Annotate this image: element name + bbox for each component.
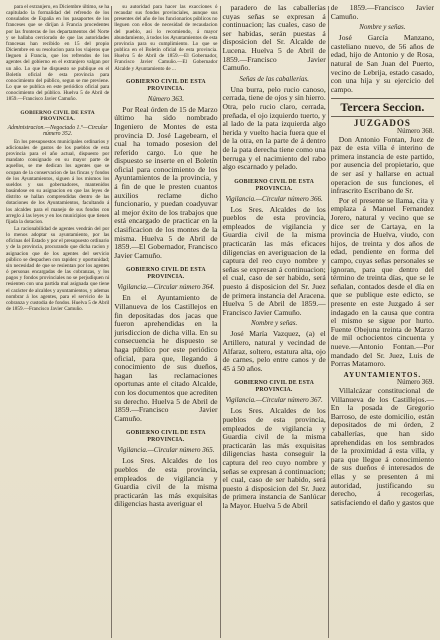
section-heading: GOBIERNO CIVIL DE ESTA PROVINCIA. xyxy=(125,78,206,92)
column-4 xyxy=(329,4,436,640)
circular-number: Administracion.—Negociado 1.º—Circular número 352. xyxy=(7,124,108,137)
article-text: La racionabilidad de agentes vendrán del por lo menos adoptar su ayuntamiento, por las oficinas del Estado y por el presupuesto ordinario y de la provincia, procurando que dicha racion y asignacion que de los agentes del servicio público se despachen con rapidez y oportunidad; sin necesidad de que se resientan por los agentes ó personas encargadas de las cobranzas, y los pagos y fondos provinciales no se perjudiquen ni resienten con una partida mal asignada que tiene el carácter de alcaldes y ayuntamientos, y ademas nombrar á los agentes, para el servicio de la cobranza y custodia de fondos. Huelva 5 de Abril de 1859.—Francisco Javier Camuño. xyxy=(6,226,110,313)
notice-number: Número 368. xyxy=(397,126,434,135)
article-text: de 1859.—Francisco Javier Camuño. xyxy=(330,4,434,21)
section-subtitle: AYUNTAMIENTOS. xyxy=(343,370,422,379)
article-text: En el Ayuntamiento de Villanueva de los Castillejos en fin depositadas dos jacas que fueron aprehendidas en la jurisdiccion de dicha villa. En su consecuencia he dispuesto se haga público por este periódico oficial, para que, llegando á conocimiento de sus dueños, hagan las reclamaciones oportunas ante el citado Alcalde, con los documentos que acrediten su derecho. Huelva 5 de Abril de 1859.—Francisco Javier Camuño. xyxy=(114,293,218,423)
column-3 xyxy=(221,4,328,640)
notice-number: Número 363. xyxy=(147,94,185,103)
article-text: José María Vazquez, (a) el Artillero, natural y vecindad de Alfaraz, soltero, estatura alta, ojo de carnes, pelo entre canos y de 45 á 50 años. xyxy=(222,329,326,373)
subheading: Señas de las caballerías. xyxy=(239,74,309,83)
section-heading: GOBIERNO CIVIL DE ESTA PROVINCIA. xyxy=(234,178,315,192)
article-text: Don Antonio Fontan, Juez de paz de esta villa é interino de primera instancia de este partido, por ausencia del propietario, que de ser así y hallarse en actual operacion de sus funciones, el infrascrito Escribano de Sr. xyxy=(330,134,434,196)
article-text: su autoridad para hacer las exacciones ó recaudar sus fondos provinciales, aunque sus presentes del año de los funcionarios públicos no lleguen con ellos de necesidad de recaudacion del pueblo, así lo recomiendo, á mayor abundamiento, á todos los Ayuntamientos de esta provincia para su cumplimiento. Lo que se publica en el Boletín oficial de esta provincia. Huelva 5 de Abril de 1859.—El Gobernador, Francisco Javier Camuño.—El Gobernador Alcalde y Ayuntamiento de ... xyxy=(114,4,218,72)
subheading: Nombre y señas. xyxy=(359,23,406,32)
article-text: para el extranjero, en Diciembre último, se ha capitulado la formalidad del refrendo de los consulados de España en los pasaportes de los franceses que se dirijan á Francia procedentes por las fronteras de los departamentos del Norte y se hallaba cerciorado de que las autoridades francesas han recibido en 15 del propio Diciembre en su resolucion para los viajeros que lleguen á Francia, que los refrendos de los agentes del gobierno en el extranjero valgan por un año. Lo que he dispuesto se publique en el Boletín oficial de esta provincia para conocimiento del público, segun se me previene. Lo que se publica en este periódico oficial para conocimiento del público. Huelva 5 de Abril de 1859.—Francisco Javier Camuño. xyxy=(6,4,110,103)
section-heading: GOBIERNO CIVIL DE ESTA PROVINCIA. xyxy=(125,267,206,281)
article-text: José García Manzano, casteliano nuevo, de 56 años de edad, hijo de Antonio y de Rosa, natural de San Juan del Puerto, vecino de Lebrija, estado casado, con una hija y su ejercicio del campo. xyxy=(330,33,434,94)
section-subtitle: JUZGADOS xyxy=(353,118,411,129)
article-text: Por Real órden de 15 de Marzo último ha sido nombrado Ingeniero de Montes de esta provincia D. José Lagebearn, el cual ha tomado posesion del referido cargo. Lo que he dispuesto se inserte en el Boletín oficial para conocimiento de los Ayuntamientos de la provincia, y á fin de que le presten cuantos auxilios reclame dicho funcionario, y puedan coadyuvar al mejor éxito de los trabajos que está encargado de practicar en la clasificacion de los montes de la misma. Huelva 5 de Abril de 1859.—El Gobernador, Francisco Javier Camuño. xyxy=(114,104,218,260)
article-text: Los Sres. Alcaldes de los pueblos de esta provincia, empleados de vigilancia y Guardia civil de la misma practicarán las más exquisitas diligencias hasta conseguir la captura del reo cuyo nombre y señas se expresan á continuacion; el cual, caso de ser habido, será puesto á disposicion del Sr. Juez de primera instancia de Sanlúcar la Mayor. Huelva 5 de Abril xyxy=(222,406,326,510)
section-title: Tercera Seccion. xyxy=(331,98,434,117)
article-text: Por el presente se llama, cita y emplaza á Manuel Fernandez Jorero, natural y vecino que se dice ser de Cartaya, en la provincia de Huelva, viudo, con hijos, de treinta y dos años de edad, pendiente en forma del campo, cuyas señas personales se ignoran, para que dentro del término de treinta días, que se le señalan, contados desde el día en que se publique este edicto, se presente en este Juzgado á ser indagado en la causa que contra el mismo se sigue por hurto. Fuente Obejuna treinta de Marzo de mil ochocientos cincuenta y nueve.—Antonio Fontan.—Por mandado del Sr. Juez, Luis de Porras Matamoro. xyxy=(330,195,434,369)
notice-number: Número 369. xyxy=(397,377,434,386)
article-text: Los Sres. Alcaldes de los pueblos de esta provincia, empleados de vigilancia y Guardia civil de la misma practicarán las más exquisitas diligencias hasta averiguar el xyxy=(114,456,218,509)
article-text: Los Sres. Alcaldes de los pueblos de esta provincia, empleados de vigilancia y Guardia civil de la misma practicarán las más eficaces diligencias en averiguacion de la captura del reo cuyo nombre y señas se expresan á continuacion; el cual, caso de ser habido, será puesto á disposicion del Sr. Juez de primera instancia del Aracena. Huelva 5 de Abril de 1859.—Francisco Javier Camuño. xyxy=(222,204,326,317)
section-heading: GOBIERNO CIVIL DE ESTA PROVINCIA. xyxy=(125,430,206,444)
circular-number: Vigilancia.—Circular número 367. xyxy=(225,396,323,405)
section-heading: GOBIERNO CIVIL DE ESTA PROVINCIA. xyxy=(20,109,95,122)
section-heading: GOBIERNO CIVIL DE ESTA PROVINCIA. xyxy=(234,380,315,394)
article-text: Una burra, pelo rucio canoso, cerrada, tiene de ojos y sin hierro. Otra, pelo rucio claro, cerrada, preñada, el ojo izquierdo tuerto, y al lado de la pata izquierda algo herida y vuelto hacia fuera que el de la otra, en la parte de á dentro de la pata derecha tiene como una berruga y el nacimiento del rabo algo escarnado y pelado. xyxy=(222,84,326,172)
article-text: Villalcázar constitucional de Villanueva de los Castillejos.—En la posada de Gregorio Barroso, de este domicilio, están depositados de mi órden, 2 caballerías, que han sido aprehendidas en los sembrados de la proximidad á esta villa, y para que llegue á conocimiento de sus dueños é interesados de ellas y se presenten á mi autoridad, justificando su derecho, á recogerlas, satisfaciendo el daño y gastos que xyxy=(330,386,434,507)
column-2 xyxy=(112,4,219,640)
article-text: En los presupuestos municipales ordinarios y adicionales de gastos de los pueblos de esta provincia para el año actual, dispuesto por mandato consignado en su mayor parte de aquellos, se me dedican los agentes que se ocupan de la conservacion de las fincas y fondos de los Ayuntamientos, siguen á los mismos los sueldos y sus gobernadores, mantenidos basándose en su asignacion en que las leyes de distrito se hallan comprendidas dentro de las dotaciones de los Ayuntamientos, facultando á los alcaldes para el manejo de sus fondos con arreglo á las leyes y en los municipios que tienen fijada la dotacion. xyxy=(6,138,110,225)
circular-number: Vigilancia.—Circular número 364. xyxy=(117,283,215,292)
circular-number: Vigilancia.—Circular número 366. xyxy=(225,194,323,203)
article-text: paradero de las caballerías cuyas señas se expresan á continuacion; las cuales, caso de ser habidas, serán puestas á disposicion del Sr. Alcalde de Lucena. Huelva 5 de Abril de 1859.—Francisco Javier Camuño. xyxy=(222,4,326,73)
circular-number: Vigilancia.—Circular número 365. xyxy=(117,446,215,455)
subheading: Nombre y señas. xyxy=(251,319,298,328)
column-1 xyxy=(4,4,111,640)
